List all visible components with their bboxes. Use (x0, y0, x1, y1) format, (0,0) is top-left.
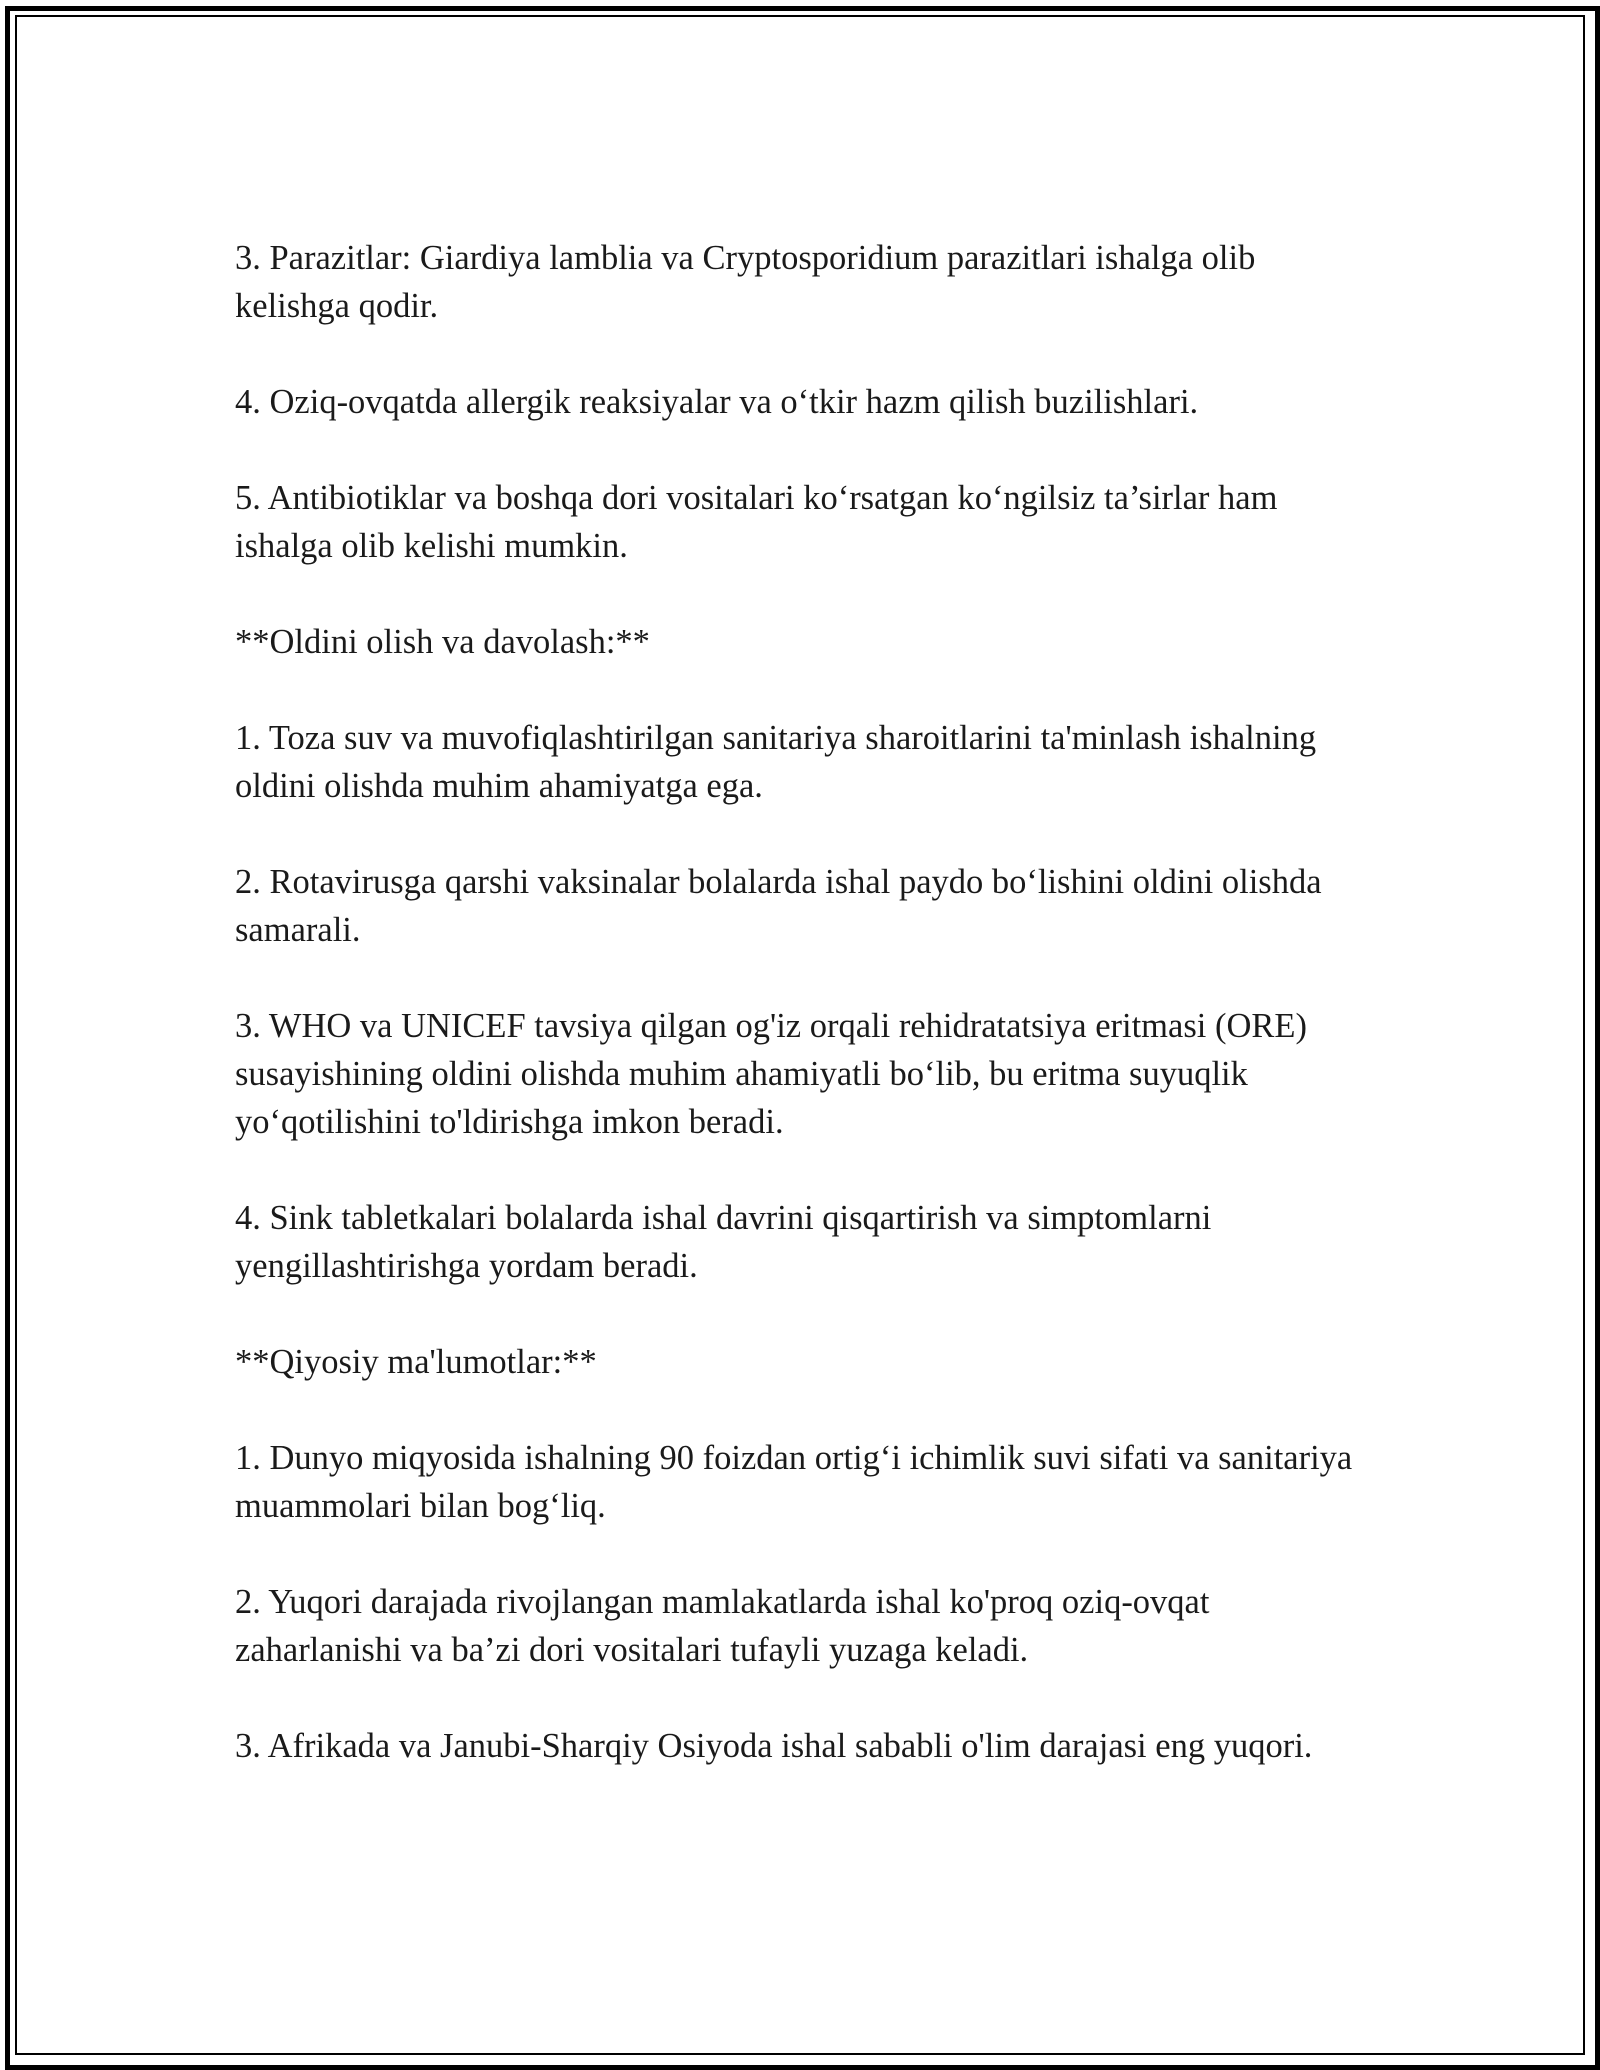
list-item-clean-water: 1. Toza suv va muvofiqlashtirilgan sanitariya sharoitlarini ta'minlash ishalning oldini olishda muhim ahamiyatga ega. (235, 719, 1317, 805)
list-item-rotavirus-vaccine: 2. Rotavirusga qarshi vaksinalar bolalarda ishal paydo bo‘lishini oldini olishda samarali. (235, 863, 1322, 949)
list-item-africa-asia: 3. Afrikada va Janubi-Sharqiy Osiyoda ishal sababli o'lim darajasi eng yuqori. (235, 1727, 1313, 1765)
list-item-antibiotics: 5. Antibiotiklar va boshqa dori vositalari ko‘rsatgan ko‘ngilsiz ta’sirlar ham ishalga olib kelishi mumkin. (235, 479, 1278, 565)
list-item-zinc: 4. Sink tabletkalari bolalarda ishal davrini qisqartirish va simptomlarni yengillashtirishga yordam beradi. (235, 1199, 1212, 1285)
list-item-food-allergy: 4. Oziq-ovqatda allergik reaksiyalar va o‘tkir hazm qilish buzilishlari. (235, 383, 1199, 421)
list-item-water-quality: 1. Dunyo miqyosida ishalning 90 foizdan ortig‘i ichimlik suvi sifati va sanitariya muammolari bilan bog‘liq. (235, 1439, 1353, 1525)
section-heading-prevention: **Oldini olish va davolash:** (235, 623, 650, 661)
document-body (235, 234, 1375, 1818)
list-item-ore: 3. WHO va UNICEF tavsiya qilgan og'iz orqali rehidratatsiya eritmasi (ORE) susayishining oldini olishda muhim ahamiyatli bo‘lib, bu eritma suyuqlik yo‘qotilishini to'ldirishga imkon beradi. (235, 1007, 1307, 1141)
list-item-developed-countries: 2. Yuqori darajada rivojlangan mamlakatlarda ishal ko'proq oziq-ovqat zaharlanishi va ba’zi dori vositalari tufayli yuzaga keladi. (235, 1583, 1210, 1669)
list-item-parasites: 3. Parazitlar: Giardiya lamblia va Cryptosporidium parazitlari ishalga olib kelishga qodir. (235, 239, 1256, 325)
section-heading-comparative: **Qiyosiy ma'lumotlar:** (235, 1343, 597, 1381)
